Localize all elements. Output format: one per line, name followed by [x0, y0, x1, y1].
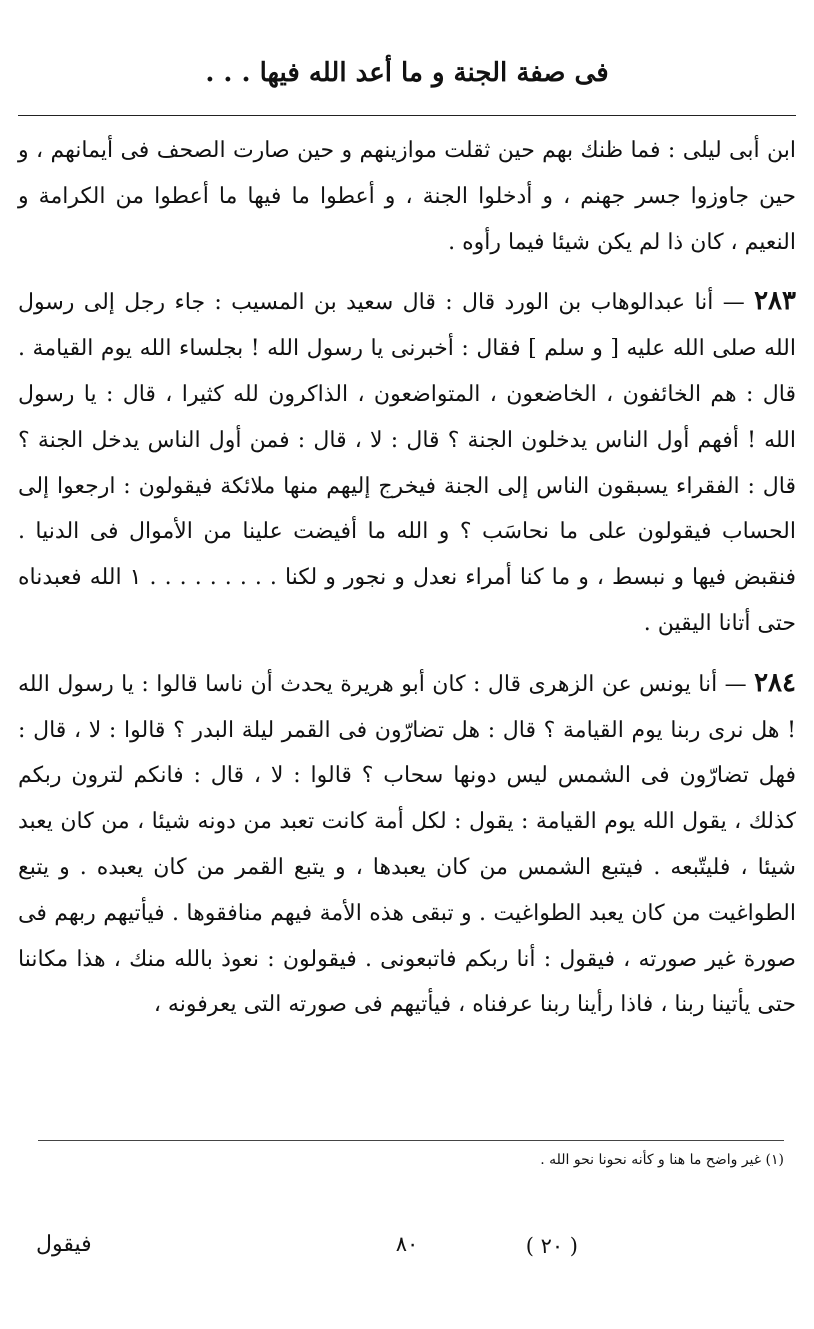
catchword: فيقول [36, 1232, 92, 1257]
hadith-text: — أنا عبدالوهاب بن الورد قال : قال سعيد بن المسيب : جاء رجل إلى رسول الله صلى الله عليه [ و سلم ] فقال : أخبرنى يا رسول الله ! بجلساء الله يوم القيامة . قال : هم الخائفون ، الخاضعون ، المتواضعون ، الذاكرون لله كثيرا ، قال : يا رسول الله ! أفهم أول الناس يدخلون الجنة ؟ قال : لا ، قال : فمن أول الناس يدخل الجنة ؟ قال : الفقراء يسبقون الناس إلى الجنة فيخرج إليهم منها ملائكة فيقولون : ارجعوا إلى الحساب فيقولون على ما نحاسَب ؟ و الله ما أفيضت علينا من الأموال فى الدنيا . فنقبض فيها و نبسط ، و ما كنا أمراء نعدل و نجور و لكنا . . . . . . . . . ١ الله فعبدناه حتى أتانا اليقين . [18, 290, 796, 636]
header-rule [18, 115, 796, 116]
hadith-284 [18, 661, 796, 1028]
hadith-number: ٢٨٤ [754, 667, 796, 698]
hadith-283 [18, 279, 796, 646]
main-text [18, 128, 796, 1042]
page-footer [36, 1232, 778, 1272]
hadith-number: ٢٨٣ [754, 286, 796, 317]
running-title: فى صفة الجنة و ما أعد الله فيها . . . [205, 58, 609, 88]
page-number: ٨٠ [395, 1232, 419, 1256]
footnote: (١) غير واضح ما هنا و كأنه نحونا نحو الله . [540, 1152, 784, 1168]
footnote-rule [38, 1140, 784, 1141]
signature-mark: ( ٢٠ ) [525, 1234, 578, 1258]
hadith-text: — أنا يونس عن الزهرى قال : كان أبو هريرة يحدث أن ناسا قالوا : يا رسول الله ! هل نرى ربنا يوم القيامة ؟ قال : هل تضارّون فى القمر ليلة البدر ؟ قالوا : لا ، قال : فهل تضارّون فى الشمس ليس دونها سحاب ؟ قالوا : لا ، قال : فانكم لترون ربكم كذلك ، يقول الله يوم القيامة : يقول : لكل أمة كانت تعبد من دونه شيئا ، من كان يعبد شيئا ، فليتّبعه . فيتبع الشمس من كان يعبدها ، و يتبع القمر من كان يعبده . و يتبع الطواغيت من كان يعبد الطواغيت . و تبقى هذه الأمة فيهم منافقوها . فيأتيهم ربهم فى صورة غير صورته ، فيقول : أنا ربكم فاتبعونى . فيقولون : نعوذ بالله منك ، هذا مكاننا حتى يأتينا ربنا ، فاذا رأينا ربنا عرفناه ، فيأتيهم فى صورته التى يعرفونه ، [18, 671, 796, 1018]
paragraph-continuation: ابن أبى ليلى : فما ظنك بهم حين ثقلت موازينهم و حين صارت الصحف فى أيمانهم ، و حين جاوزوا جسر جهنم ، و أدخلوا الجنة ، و أعطوا ما فيها ما أعطوا من الكرامة و النعيم ، كان ذا لم يكن شيئا فيما رأوه . [18, 138, 796, 255]
